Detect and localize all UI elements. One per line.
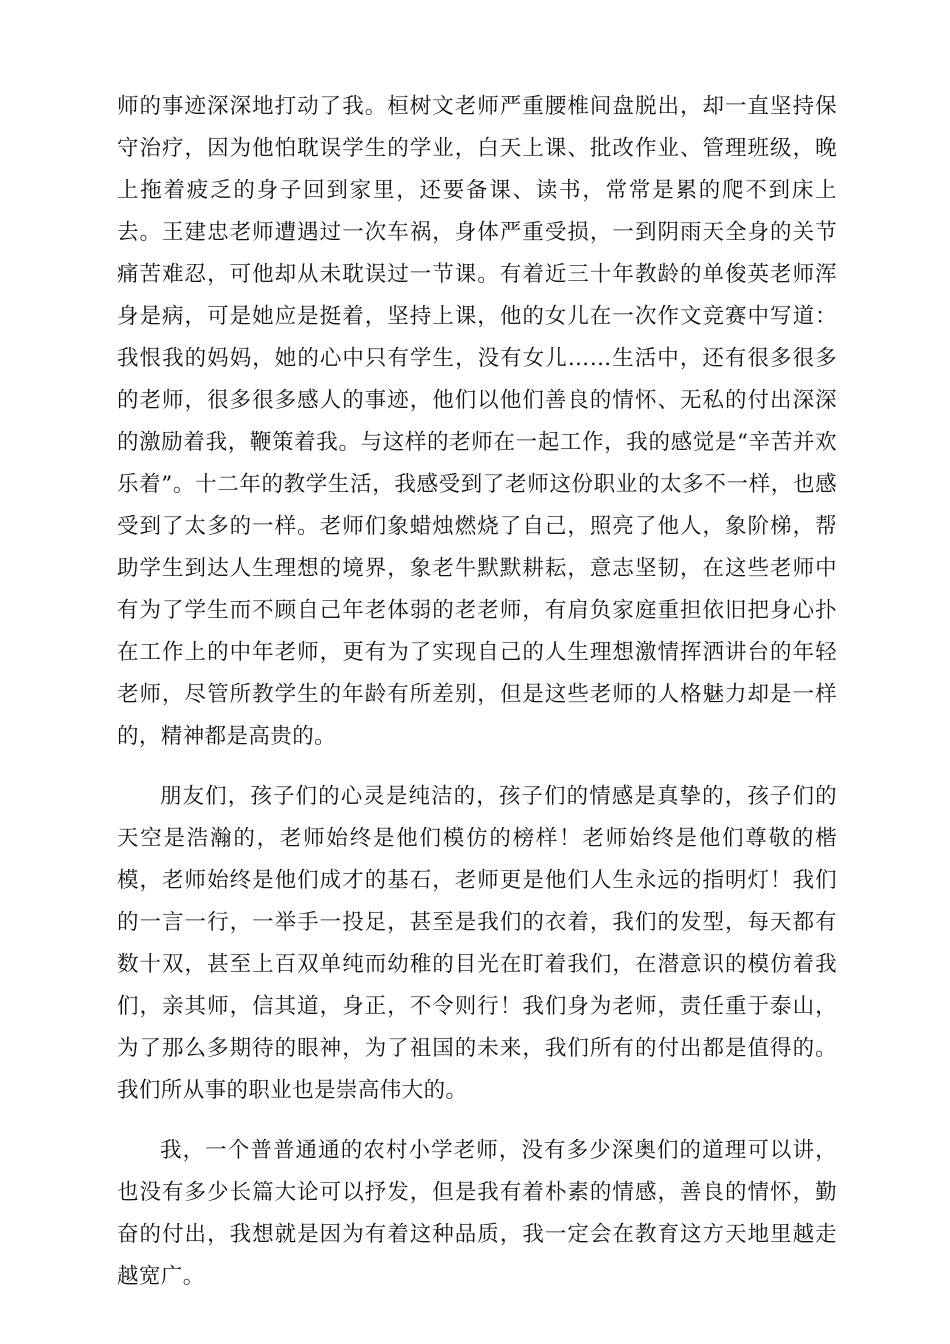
document-body <box>117 86 837 1316</box>
paragraph-2: 朋友们，孩子们的心灵是纯洁的，孩子们的情感是真挚的，孩子们的天空是浩瀚的，老师始终是他们模仿的榜样！老师始终是他们尊敬的楷模，老师始终是他们成才的基石，老师更是他们人生永远的指明灯！我们的一言一行，一举手一投足，甚至是我们的衣着，我们的发型，每天都有数十双，甚至上百双单纯而幼稚的目光在盯着我们，在潜意识的模仿着我们，亲其师，信其道，身正，不令则行！我们身为老师，责任重于泰山，为了那么多期待的眼神，为了祖国的未来，我们所有的付出都是值得的。我们所从事的职业也是崇高伟大的。 <box>117 784 837 1103</box>
paragraph-3: 我，一个普普通通的农村小学老师，没有多少深奥们的道理可以讲，也没有多少长篇大论可以抒发，但是我有着朴素的情感，善良的情怀，勤奋的付出，我想就是因为有着这种品质，我一定会在教育这方天地里越走越宽广。 <box>117 1138 837 1289</box>
paragraph-1: 师的事迹深深地打动了我。桓树文老师严重腰椎间盘脱出，却一直坚持保守治疗，因为他怕耽误学生的学业，白天上课、批改作业、管理班级，晚上拖着疲乏的身子回到家里，还要备课、读书，常常是累的爬不到床上去。王建忠老师遭遇过一次车祸，身体严重受损，一到阴雨天全身的关节痛苦难忍，可他却从未耽误过一节课。有着近三十年教龄的单俊英老师浑身是病，可是她应是挺着，坚持上课，他的女儿在一次作文竞赛中写道：我恨我的妈妈，她的心中只有学生，没有女儿……生活中，还有很多很多的老师，很多很多感人的事迹，他们以他们善良的情怀、无私的付出深深的激励着我，鞭策着我。与这样的老师在一起工作，我的感觉是“辛苦并欢乐着”。十二年的教学生活，我感受到了老师这份职业的太多不一样，也感受到了太多的一样。老师们象蜡烛燃烧了自己，照亮了他人，象阶梯，帮助学生到达人生理想的境界，象老牛默默耕耘，意志坚韧，在这些老师中有为了学生而不顾自己年老体弱的老老师，有肩负家庭重担依旧把身心扑在工作上的中年老师，更有为了实现自己的人生理想激情挥洒讲台的年轻老师，尽管所教学生的年龄有所差别，但是这些老师的人格魅力却是一样的，精神都是高贵的。 <box>117 94 837 749</box>
